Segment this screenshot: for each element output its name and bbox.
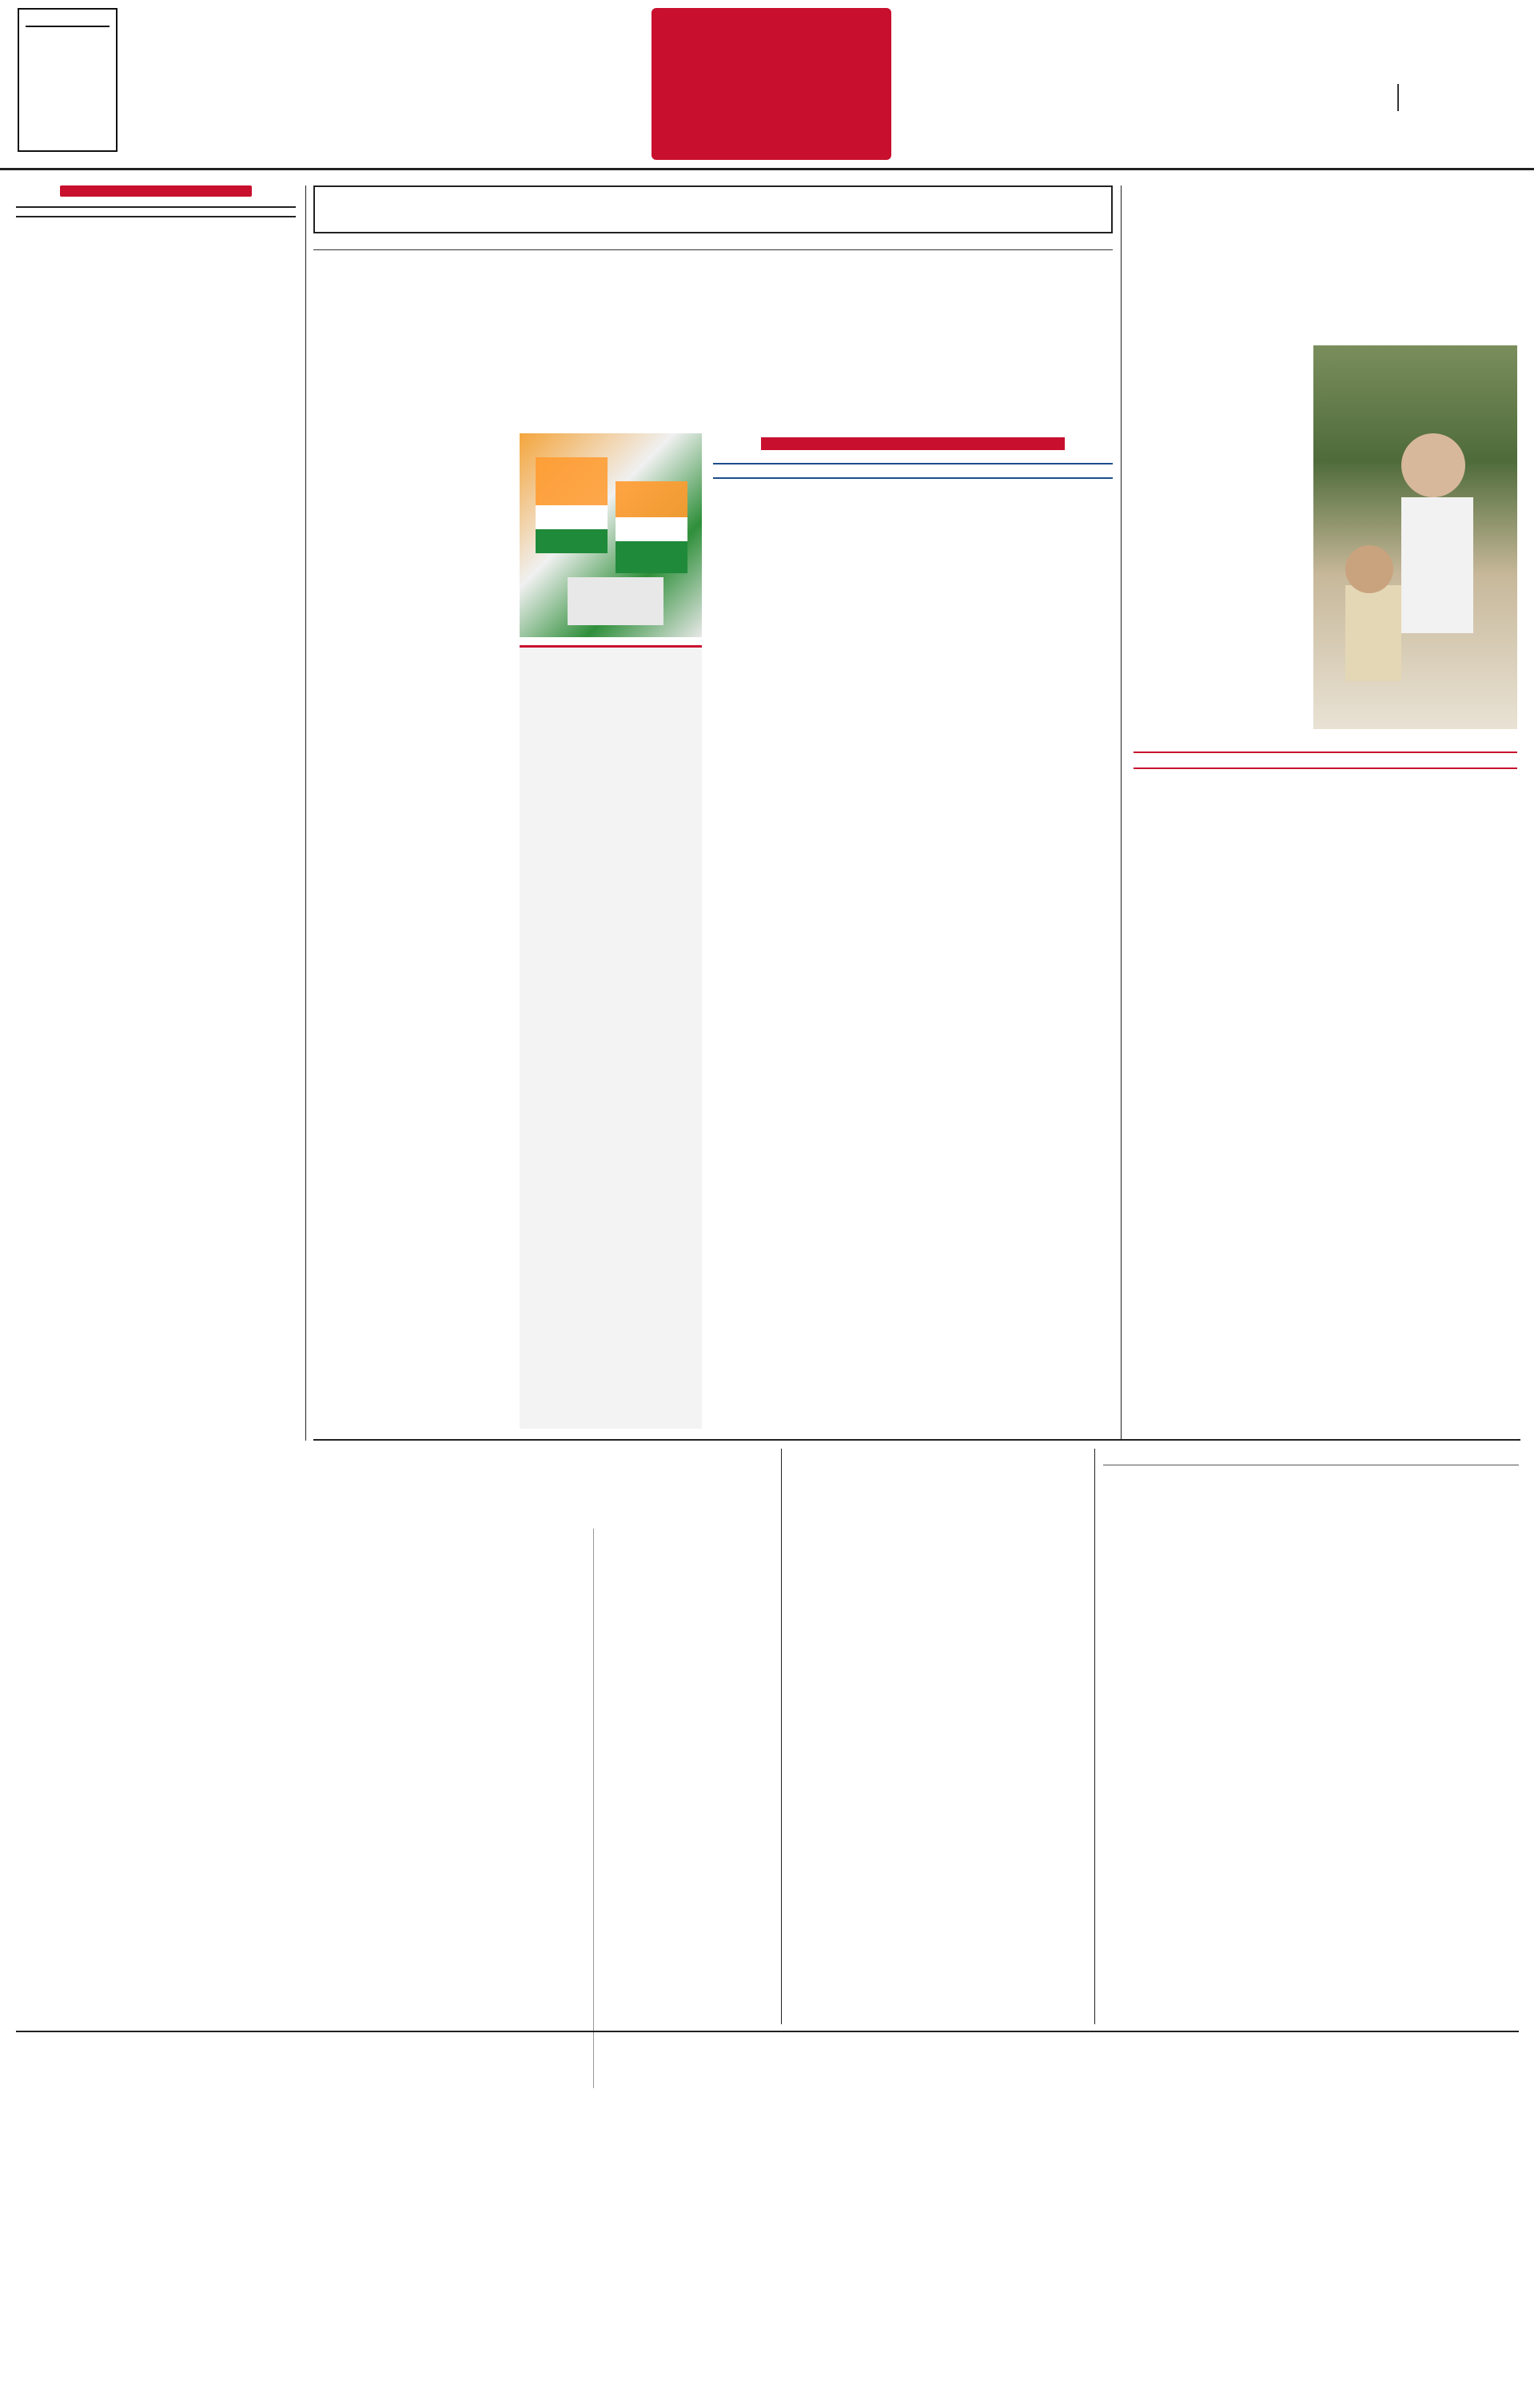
masthead	[0, 0, 1534, 168]
atal-story	[1134, 185, 1517, 1429]
box-253-title	[520, 648, 702, 660]
col-divider-4	[1094, 1449, 1095, 2024]
person-icon	[1313, 345, 1517, 729]
lead-sub1	[713, 460, 1113, 464]
atal-sub1	[1134, 748, 1517, 753]
delhi-title	[761, 437, 1065, 450]
section-badge	[651, 8, 891, 160]
atal-tribute-photo	[1313, 345, 1517, 729]
fatafat-column	[16, 185, 296, 1441]
atal-rest	[1134, 737, 1517, 1429]
rera-side	[593, 1529, 773, 2088]
rera-body	[313, 1537, 581, 2088]
page-number-area	[1391, 76, 1519, 124]
masthead-rule	[0, 168, 1534, 170]
paper-name	[19, 10, 116, 18]
top-right-story	[919, 13, 1379, 153]
h-rule-2	[16, 2031, 1519, 2032]
congress-flags-photo	[520, 433, 702, 637]
invest-story	[1103, 1449, 1519, 2024]
lead-col1	[313, 437, 505, 1429]
paper-name-box	[18, 8, 118, 152]
flag-icon	[520, 433, 702, 637]
lead-sub2	[713, 474, 1113, 479]
rera-story	[313, 1449, 773, 2088]
col-divider-1	[305, 185, 306, 1441]
lead-deck	[313, 243, 1113, 250]
h-rule-1	[313, 1439, 1520, 1441]
box-253	[520, 645, 702, 1429]
prisoners-story	[789, 1449, 1086, 2024]
atal-body1	[1134, 345, 1305, 729]
delhi-section	[713, 437, 1113, 1429]
lead-headline	[313, 185, 1113, 233]
lead-story	[313, 185, 1113, 1429]
col-divider-2	[1121, 185, 1122, 1441]
col-divider-3	[781, 1449, 782, 2024]
top-left-story	[132, 13, 628, 153]
invest-sub	[1103, 1460, 1519, 1465]
atal-sub2	[1134, 764, 1517, 769]
fatafat-label	[60, 185, 252, 197]
